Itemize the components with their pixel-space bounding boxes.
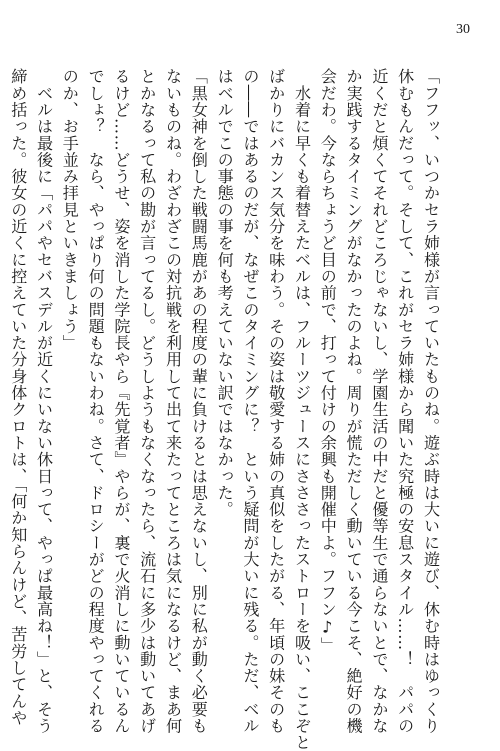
text-line: 締め括った。彼女の近くに控えていた分身体クロトは、「何か知らんけど、苦労してんや xyxy=(8,68,28,726)
text-line: 「黒女神を倒した戦闘馬鹿があの程度の輩に負けるとは思えないし、別に私が動く必要も xyxy=(188,68,208,734)
text-line: はベルでこの事態の事を何も考えていない訳ではなかった。 xyxy=(214,68,234,518)
text-line: か実践するタイミングがなかったのよね。周りが慌ただしく動いている今こそ、絶好の機 xyxy=(343,68,363,734)
text-line: とかなるって私の勘が言ってるし。どうしようもなくなったら、流石に多少は動いてあげ xyxy=(137,68,157,734)
text-line: でしょ？ なら、やっぱり何の問題もないわね。さて、ドロシーがどの程度やってくれる xyxy=(85,68,105,734)
text-line: 近くだと煩くてそれどころじゃないし、学園生活の中だと優等生で通らないとで、なかな xyxy=(369,68,389,734)
text-line: の――ではあるのだが、なぜこのタイミングに？ という疑問が大いに残る。ただ、ベル xyxy=(240,68,260,734)
text-line: ベルは最後に「パパやセバスデルが近くにいない休日って、やっぱ最高ね！」と、そう xyxy=(34,68,54,734)
text-line: 休むもんだって。そして、これがセラ姉様から聞いた究極の安息スタイル……！ パパの xyxy=(395,68,415,734)
text-line: 水着に早くも着替えたベルは、フルーツジュースにさささったストローを吸い、ここぞと xyxy=(292,68,312,751)
text-line: 会だわ。今ならちょうど目の前で、打って付けの余興も開催中よ。フフン♪」 xyxy=(317,68,337,654)
text-line: ばかりにバカンス気分を味わう。その姿は敬愛する姉の真似をしたがる、年頃の妹そのも xyxy=(266,68,286,734)
text-line: るけど……どうせ、姿を消した学院長やら『先覚者』やらが、裏で火消しに動いているん xyxy=(111,68,131,734)
vertical-text-body xyxy=(4,68,443,751)
text-line: 「フフッ、いつかセラ姉様が言っていたものね。遊ぶ時は大いに遊び、休む時はゆっくり xyxy=(421,68,440,734)
text-line: ないものね。わざわざこの対抗戦を利用して出て来たってところは気になるけど、まあ何 xyxy=(163,68,183,734)
text-line: のか、お手並み拝見といきましょう」 xyxy=(59,68,79,352)
page-number: 30 xyxy=(456,22,470,37)
